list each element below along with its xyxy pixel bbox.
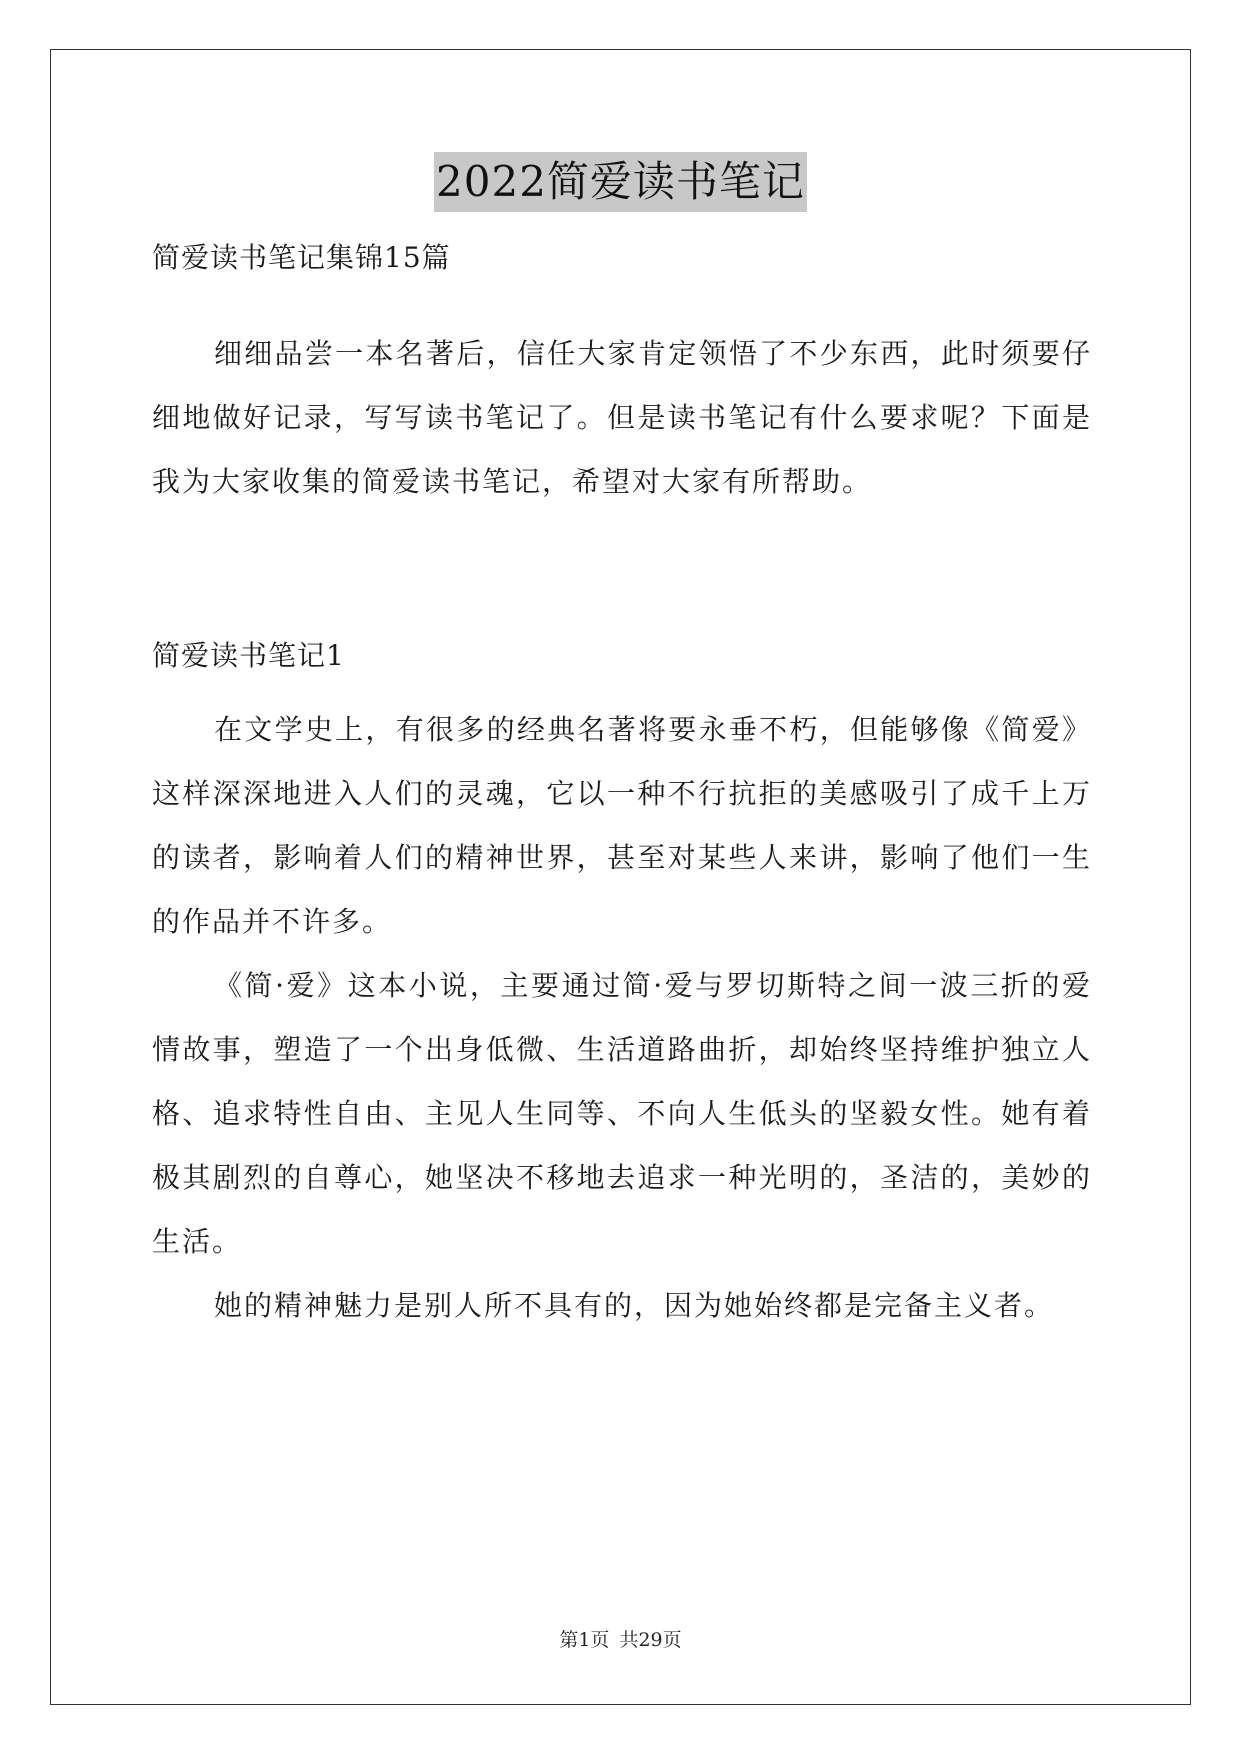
collection-heading: 简爱读书笔记集锦15篇 [152, 241, 451, 274]
intro-paragraph: 细细品尝一本名著后，信任大家肯定领悟了不少东西，此时须要仔细地做好记录，写写读书笔记了。但是读书笔记有什么要求呢？下面是我为大家收集的简爱读书笔记，希望对大家有所帮助。 [152, 337, 1092, 498]
title-container [0, 152, 1241, 212]
document-title: 2022简爱读书笔记 [434, 152, 807, 212]
page-number: 第1页 [559, 1629, 610, 1651]
body-paragraph: 《简·爱》这本小说，主要通过简·爱与罗切斯特之间一波三折的爱情故事，塑造了一个出身低微、生活道路曲折，却始终坚持维护独立人格、追求特性自由、主见人生同等、不向人生低头的坚毅女性。她有着极其剧烈的自尊心，她坚决不移地去追求一种光明的，圣洁的，美妙的生活。 [152, 969, 1092, 1258]
page-total: 共29页 [619, 1629, 682, 1651]
body-paragraph: 在文学史上，有很多的经典名著将要永垂不朽，但能够像《简爱》这样深深地进入人们的灵魂，它以一种不行抗拒的美感吸引了成千上万的读者，影响着人们的精神世界，甚至对某些人来讲，影响了他们一生的作品并不许多。 [152, 713, 1092, 938]
body-paragraph: 她的精神魅力是别人所不具有的，因为她始终都是完备主义者。 [214, 1289, 1055, 1322]
document-body [152, 236, 1092, 1338]
section-heading: 简爱读书笔记1 [152, 639, 345, 672]
page-footer [0, 1628, 1241, 1652]
